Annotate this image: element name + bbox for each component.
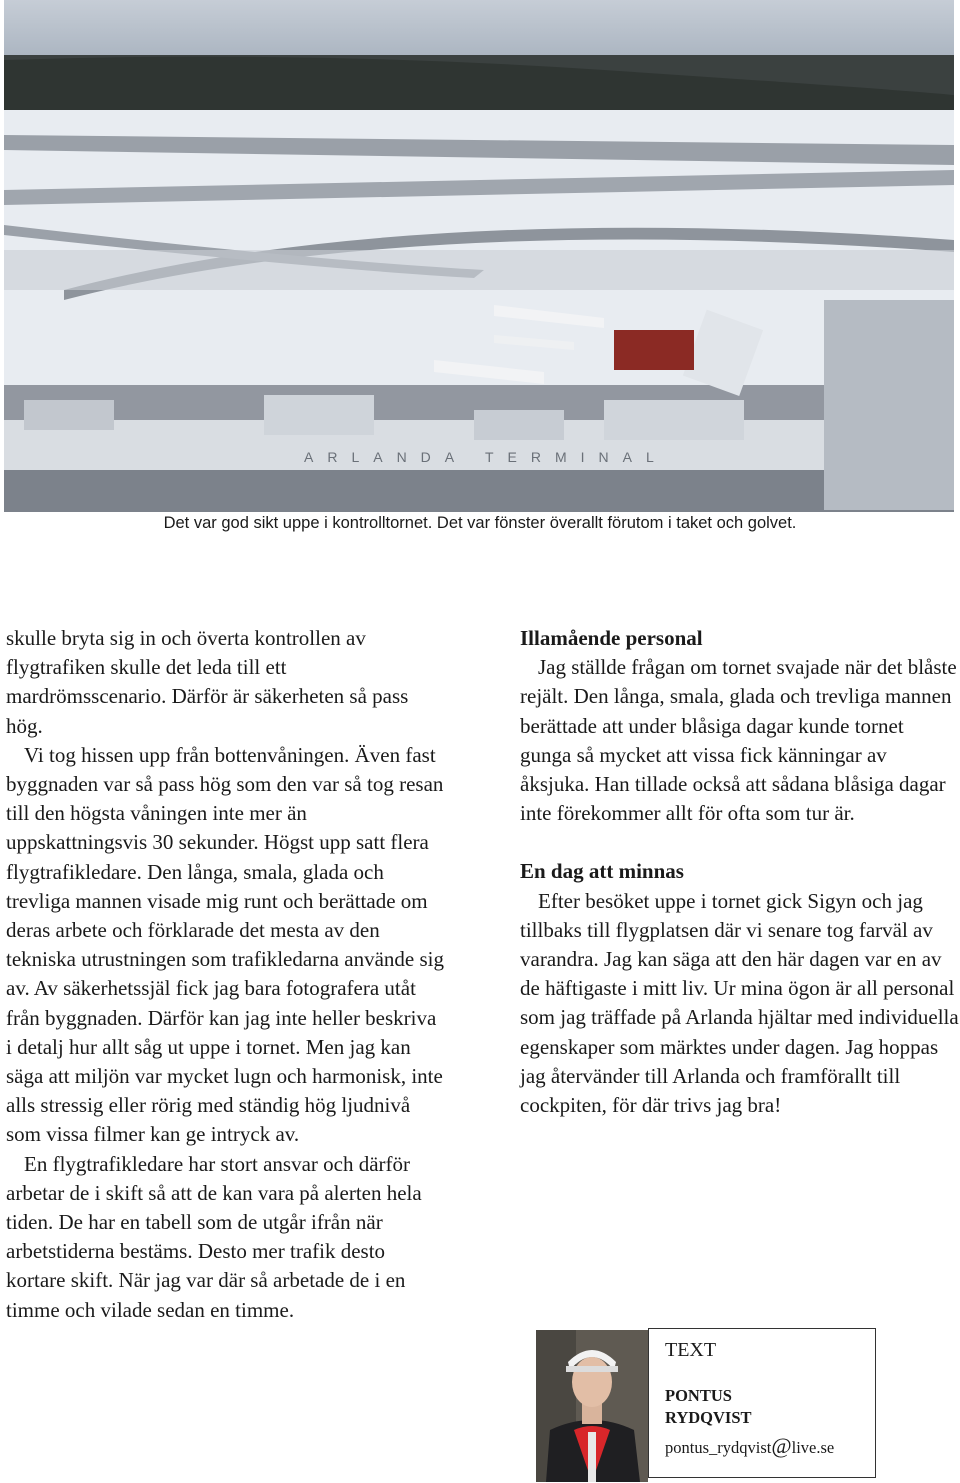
author-name-first: PONTUS	[665, 1386, 732, 1405]
paragraph: Vi tog hissen upp från bottenvåningen. Även fast byggnaden var så pass hög som den var så tog resan till den högsta våningen inte mer än uppskattningsvis 30 sekunder. Högst upp satt flera flygtrafikledare. Den långa, smala, glada och trevliga mannen visade mig runt och berättade om deras arbete och förklarade det mesta av den tekniska utrustningen som trafikledarna använde sig av. Av säkerhetssjäl fick jag bara fotografera utåt från byggnaden. Därför kan jag inte heller beskriva i detalj hur allt såg ut uppe i tornet. Men jag kan säga att miljön var mycket lugn och harmonisk, inte alls stressig eller rörig med ständig hög ljudnivå som vissa filmer kan ge intryck av.	[6, 742, 444, 1147]
right-column	[520, 624, 960, 1120]
photo-caption: Det var god sikt uppe i kontrolltornet. Det var fönster överallt förutom i taket och golvet.	[163, 514, 797, 532]
section-heading: Illamående personal	[520, 626, 703, 650]
paragraph: En flygtrafikledare har stort ansvar och därför arbetar de i skift så att de kan vara på alerten hela tiden. De har en tabell som de utgår ifrån när arbetstiderna bestäms. Desto mer trafik desto kortare skift. När jag var där så arbetade de i en timme och vilade sedan en timme.	[6, 1151, 422, 1322]
author-name	[665, 1385, 752, 1429]
author-photo	[536, 1330, 648, 1482]
paragraph: skulle bryta sig in och överta kontrollen av flygtrafiken skulle det leda till ett mardrömsscenario. Därför är säkerheten så pass hög.	[6, 626, 409, 738]
author-name-last: RYDQVIST	[665, 1408, 752, 1427]
paragraph: Efter besöket uppe i tornet gick Sigyn och jag tillbaks till flygplatsen där vi senare tog farväl av varandra. Jag kan säga att den här dagen var en av de häftigaste i mitt liv. Ur mina ögon är all personal som jag träffade på Arlanda hjältar med individuella egenskaper som märktes under dagen. Jag hoppas jag återvänder till Arlanda och framförallt till cockpiten, för där trivs jag bra!	[520, 888, 959, 1118]
paragraph: Jag ställde frågan om tornet svajade när det blåste rejält. Den långa, smala, glada och trevliga mannen berättade att under blåsiga dagar kunde tornet gunga så mycket att vissa fick känningar av åksjuka. Han tillade också att sådana blåsiga dagar inte förekommer allt för ofta som tur är.	[520, 655, 957, 826]
byline-label: TEXT	[665, 1339, 717, 1361]
airport-aerial-photo	[4, 0, 954, 512]
email-domain: live.se	[791, 1438, 835, 1457]
svg-text:ARLANDA TERMINAL: ARLANDA TERMINAL	[304, 449, 668, 465]
left-column	[6, 624, 446, 1325]
section-heading: En dag att minnas	[520, 859, 684, 884]
email-at: @	[771, 1433, 792, 1458]
email-user: pontus_rydqvist	[665, 1438, 772, 1457]
author-email[interactable]	[665, 1433, 834, 1459]
byline-box	[648, 1328, 876, 1478]
